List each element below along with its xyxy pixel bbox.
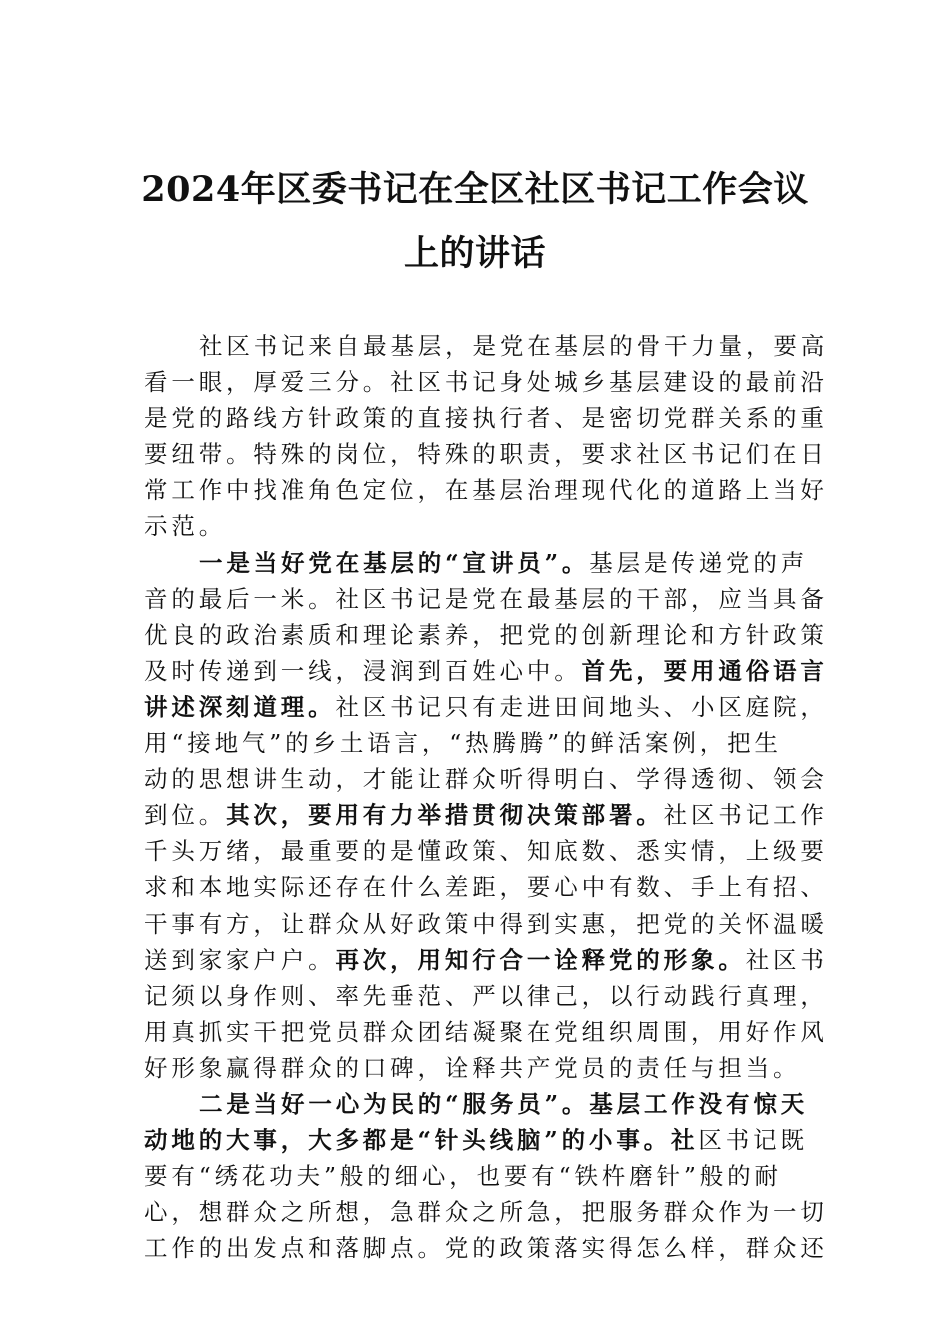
text-line [144, 508, 809, 544]
text-line [144, 725, 809, 761]
text-line [144, 328, 829, 364]
text-run: 基层是传递党的声 [589, 548, 809, 577]
text-run: 工作的出发点和落脚点。党的政策落实得怎么样，群众还 [144, 1234, 828, 1263]
text-line [144, 617, 828, 653]
text-run: 要纽带。特殊的岗位，特殊的职责，要求社区书记们在日 [144, 440, 828, 469]
text-run: 是党的路线方针政策的直接执行者、是密切党群关系的重 [144, 404, 828, 433]
text-line [144, 1230, 828, 1266]
text-run: 到位。 [144, 801, 227, 830]
bold-text-run: 首先，要用通俗语言 [581, 656, 828, 685]
text-line [144, 581, 828, 617]
text-run: 及时传递到一线，浸润到百姓心中。 [144, 656, 582, 685]
text-line [144, 364, 828, 400]
text-line [144, 689, 828, 725]
text-line [144, 978, 828, 1014]
text-run: 看一眼，厚爱三分。社区书记身处城乡基层建设的最前沿 [144, 368, 828, 397]
text-line [144, 833, 828, 869]
text-run: 音的最后一米。社区书记是党在最基层的干部，应当具备 [144, 584, 828, 613]
text-line [144, 1014, 828, 1050]
text-run: 求和本地实际还存在什么差距，要心中有数、手上有招、 [144, 873, 828, 902]
text-run: 动的思想讲生动，才能让群众听得明白、学得透彻、领会 [144, 765, 828, 794]
text-line [144, 1158, 809, 1194]
title-line-2: 上的讲话 [403, 233, 546, 274]
text-line [144, 906, 828, 942]
text-run: 用真抓实干把党员群众团结凝聚在党组织周围，用好作风 [144, 1017, 828, 1046]
text-run: 社区书记来自最基层，是党在基层的骨干力量，要高 [199, 332, 829, 360]
text-run: 要有“绣花功夫”般的细心，也要有“铁杵磨针”般的耐 [144, 1162, 782, 1191]
text-line [144, 797, 828, 833]
bold-text-run: 动地的大事，大多都是“针头线脑”的小事。社 [144, 1126, 699, 1155]
text-line [144, 942, 828, 978]
text-line [144, 1086, 809, 1122]
text-run: 干事有方，让群众从好政策中得到实惠，把党的关怀温暖 [144, 909, 828, 938]
document-title [140, 158, 810, 286]
text-line [144, 1050, 809, 1086]
text-run: 千头万绪，最重要的是懂政策、知底数、悉实情，上级要 [144, 837, 828, 866]
bold-text-run: 讲述深刻道理。 [144, 692, 336, 721]
text-run: 常工作中找准角色定位，在基层治理现代化的道路上当好 [144, 476, 828, 505]
text-line [144, 436, 828, 472]
text-run: 优良的政治素质和理论素养，把党的创新理论和方针政策 [144, 620, 828, 649]
text-line [144, 545, 809, 581]
title-line-1: 2024年区委书记在全区社区书记工作会议 [141, 169, 809, 210]
text-line [144, 1194, 828, 1230]
text-line [144, 761, 828, 797]
text-line [144, 400, 828, 436]
text-line [144, 869, 828, 905]
text-run: 心，想群众之所想，急群众之所急，把服务群众作为一切 [144, 1198, 828, 1227]
text-run: 社区书 [745, 945, 828, 974]
text-line [144, 653, 828, 689]
text-run: 示范。 [144, 512, 227, 541]
text-run: 用“接地气”的乡土语言，“热腾腾”的鲜活案例，把生 [144, 729, 782, 758]
bold-text-run: 二是当好一心为民的“服务员”。基层工作没有惊天 [199, 1089, 809, 1118]
text-line [144, 1122, 809, 1158]
document-body [144, 328, 829, 1266]
bold-text-run: 再次，用知行合一诠释党的形象。 [335, 945, 746, 974]
text-run: 社区书记工作 [663, 801, 828, 830]
text-run: 好形象赢得群众的口碑，诠释共产党员的责任与担当。 [144, 1053, 801, 1082]
text-run: 记须以身作则、率先垂范、严以律己，以行动践行真理， [144, 981, 828, 1010]
text-run: 送到家家户户。 [144, 945, 336, 974]
text-run: 区书记既 [698, 1126, 808, 1155]
bold-text-run: 一是当好党在基层的“宣讲员”。 [199, 548, 590, 577]
text-run: 社区书记只有走进田间地头、小区庭院， [335, 692, 828, 721]
bold-text-run: 其次，要用有力举措贯彻决策部署。 [226, 801, 664, 830]
text-line [144, 472, 828, 508]
